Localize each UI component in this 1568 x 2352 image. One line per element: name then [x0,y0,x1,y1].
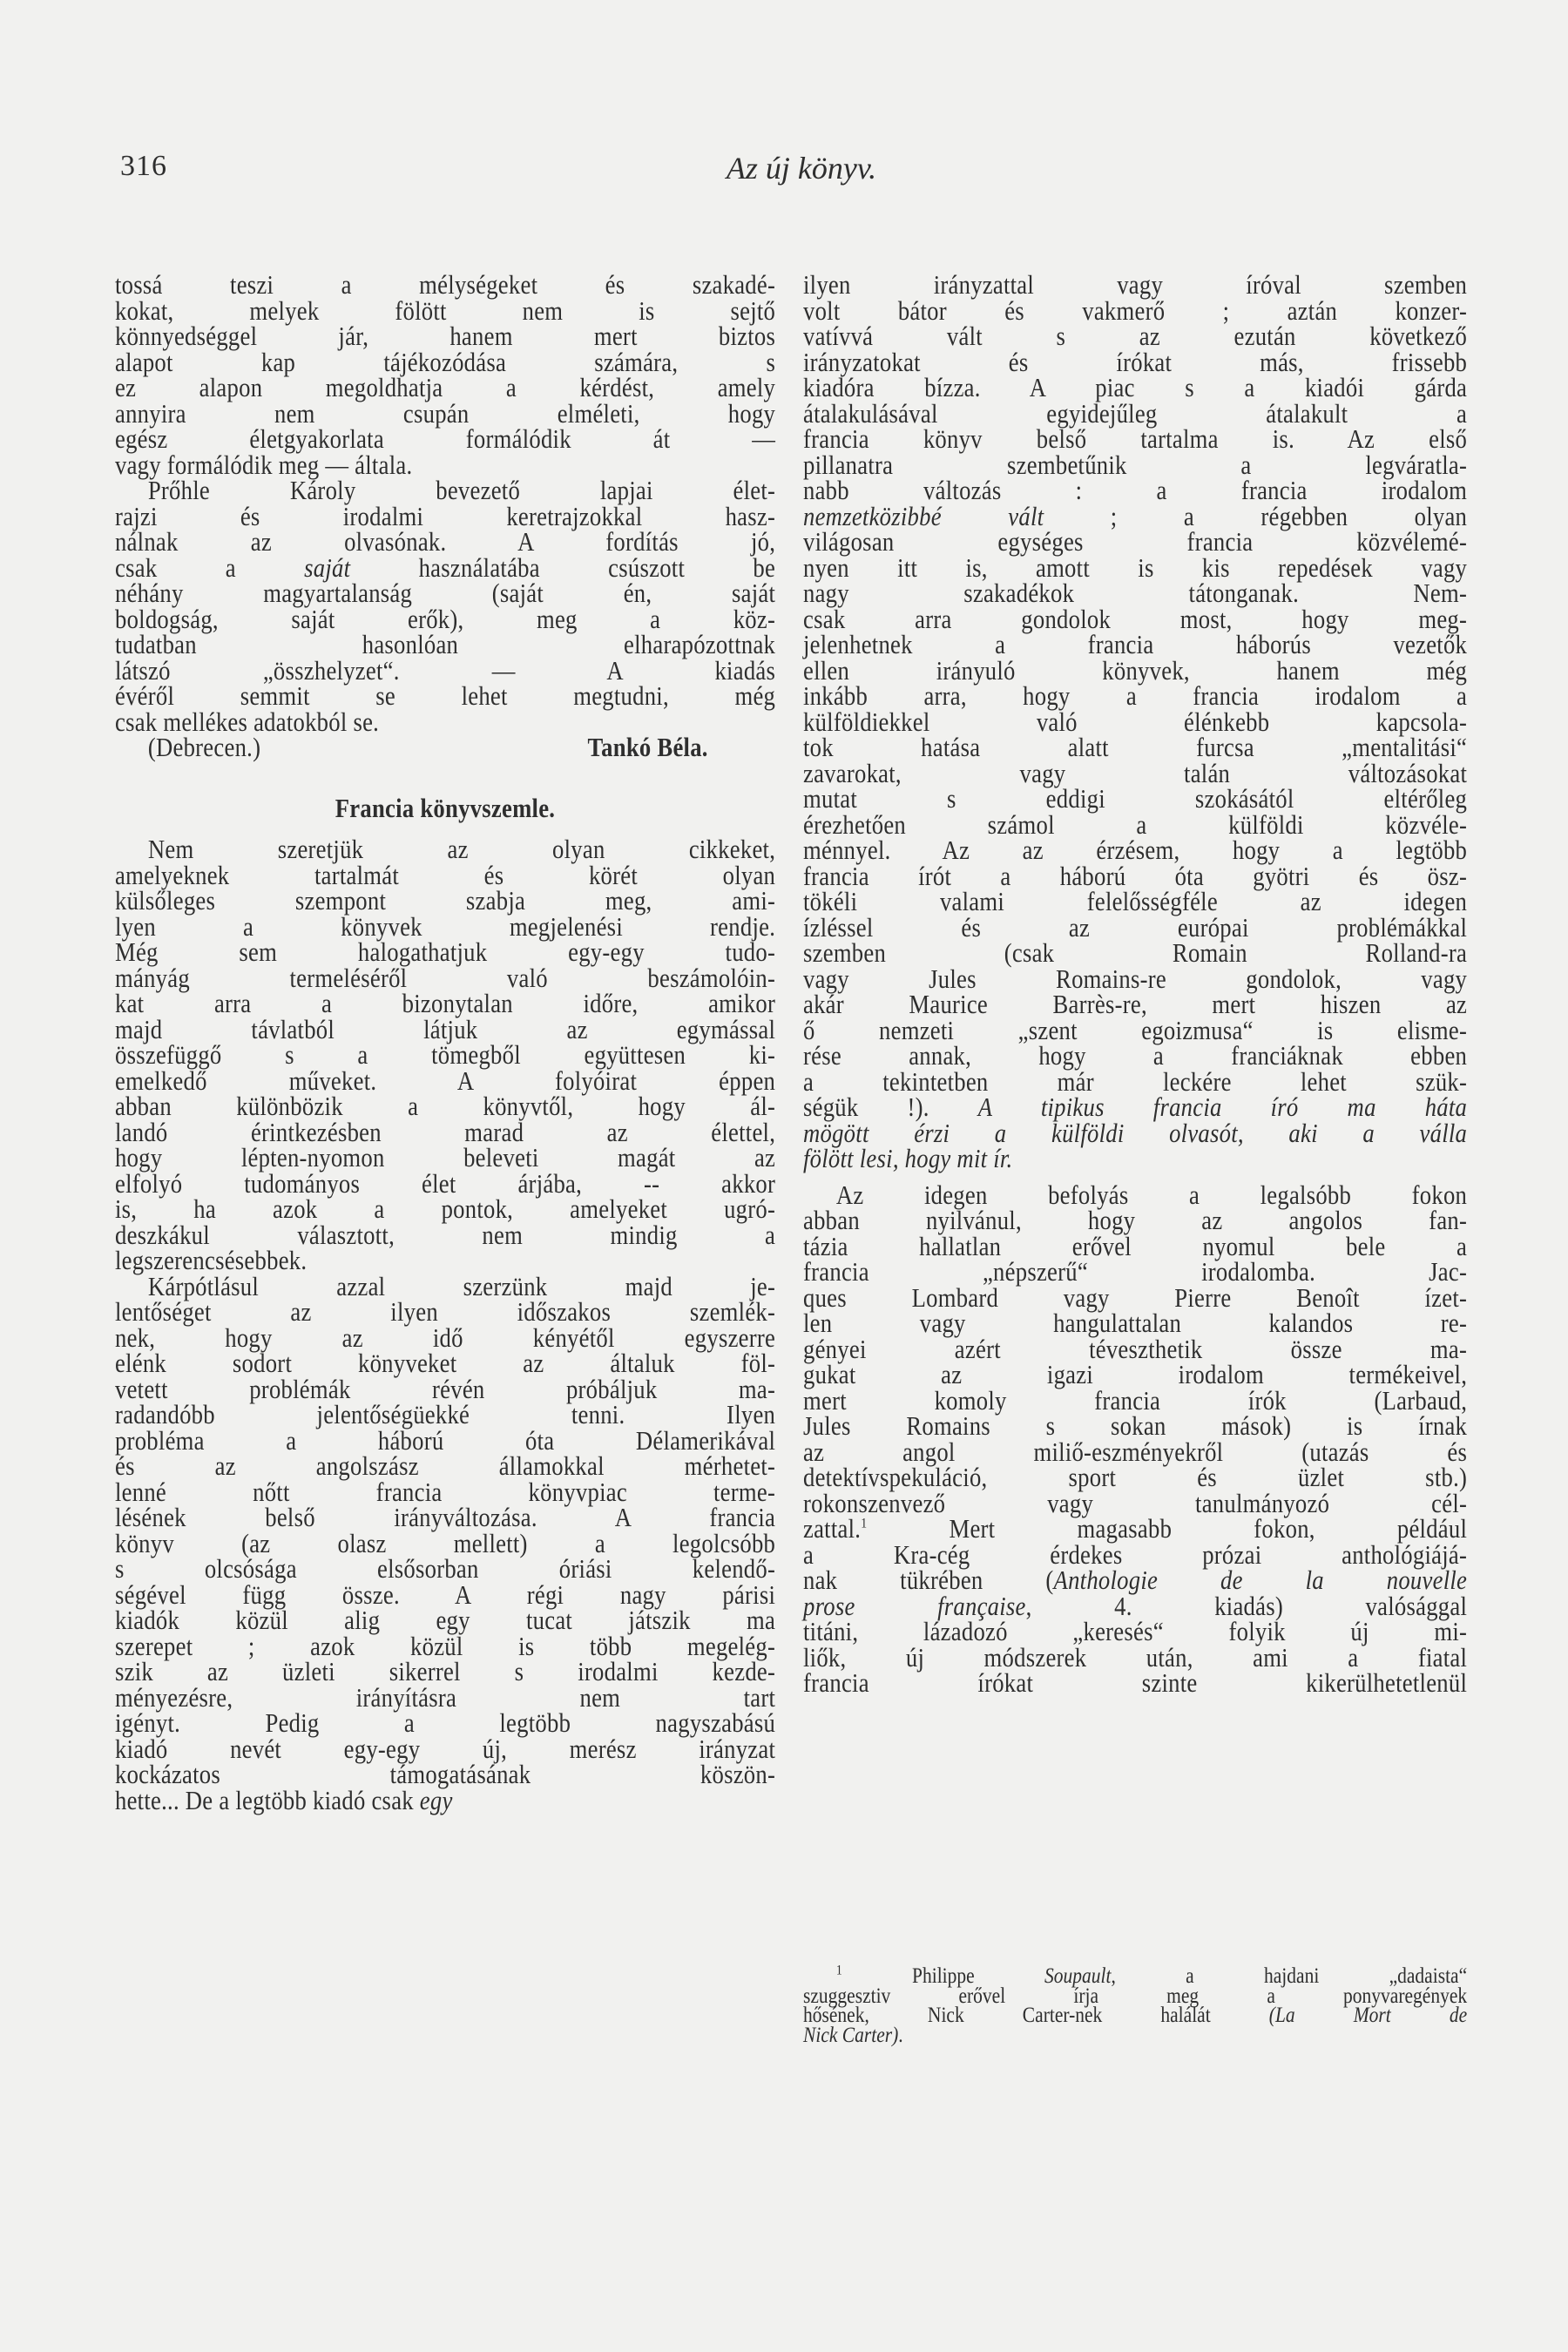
section-title: Francia könyvszemle. [335,792,556,823]
text-line: kokat, melyek fölött nem is sejtő [115,294,776,326]
paragraph [803,1616,1468,1698]
text-line: érezhetően számol a külföldi közvéle- [803,808,1468,840]
footnote-line [803,2023,1467,2047]
text-line: tok hatása alatt furcsa „mentalitási“ [803,732,1468,762]
text-line: rokonszenvező vagy tanulmányozó cél- [803,1487,1468,1518]
italic-run: Soupault [1044,1964,1112,1988]
text-line: francia írót a háború óta gyötri és ösz- [803,860,1468,891]
text-line: igényt. Pedig a legtöbb nagyszabású [115,1707,776,1738]
footnote-line: szuggesztiv erővel írja meg a ponyvaregények [803,1984,1468,2008]
text-line: Nem szeretjük az olyan cikkeket, [147,834,776,864]
text-line: nálnak az olvasónak. A fordítás jó, [115,526,776,557]
text-line: francia könyv belső tartalma is. Az első [803,423,1468,454]
text-line: jelenhetnek a francia háborús vezetők [803,629,1468,659]
signature [115,734,775,760]
text-run: Mert magasabb fokon, például [867,1513,1468,1544]
text-run: hette... De a legtöbb kiadó csak [115,1784,420,1815]
text-line [803,1590,1468,1621]
text-line: alapot kap tájékozódása számára, s [115,346,776,377]
left-column [115,269,776,1815]
text-line: egész életgyakorlata formálódik át — [115,423,776,454]
paragraph [115,269,776,480]
text-line: annyira nem csupán elméleti, hogy [115,397,776,429]
text-line: ellen irányuló könyvek, hanem még [803,654,1468,686]
text-line: néhány magyartalanság (saját én, saját [115,578,776,608]
text-run: csak a [115,551,305,583]
text-line: átalakulásával egyidejűleg átalakult a [803,397,1468,429]
text-line: titáni, lázadozó „keresés“ folyik új mi- [803,1616,1468,1646]
text-line: kockázatos támogatásának köszön- [115,1759,776,1789]
text-line: ilyen irányzattal vagy íróval szemben [803,269,1468,300]
paragraph [803,526,1468,1097]
text-line: ques Lombard vagy Pierre Benoît ízet- [803,1281,1468,1313]
italic-run: saját [304,551,351,583]
text-line: inkább arra, hogy a francia irodalom a [803,680,1468,711]
text-line: ségével függ össze. A régi nagy párisi [115,1578,776,1610]
text-line: Prőhle Károly bevezető lapjai élet- [147,475,776,505]
text-run: . [898,2023,903,2047]
text-line: lenné nőtt francia könyvpiac terme- [115,1476,776,1507]
text-line: szik az üzleti sikerrel s irodalmi kezde- [115,1656,776,1686]
italic-run: (La Mort de [1268,2004,1468,2027]
text-line: nagy szakadékok tátonganak. Nem- [803,578,1468,608]
text-line: rése annak, hogy a franciáknak ebben [803,1040,1468,1071]
text-line: látszó „összhelyzet“. — A kiadás [115,654,776,686]
text-line: külsőleges szempont szabja meg, ami- [115,885,776,916]
text-line: mögött érzi a külföldi olvasót, aki a válla [803,1117,1468,1148]
text-line: deszkákul választott, nem mindig a [115,1219,776,1250]
text-run: Philippe [841,1964,1045,1988]
text-line: probléma a háború óta Délamerikával [115,1424,776,1456]
text-line: amelyeknek tartalmát és körét olyan [115,859,776,890]
text-line: nek, hogy az idő kényétől egyszerre [115,1321,776,1353]
text-line: vatívvá vált s az ezután következő [803,321,1468,351]
text-run: ségük !). [803,1092,978,1122]
text-line: Jules Romains s sokan mások) is írnak [803,1410,1468,1441]
text-run: ; a régebben olyan [1044,500,1468,531]
italic-run: A tipikus francia író ma háta [977,1092,1468,1122]
text-run: használatába csúszott be [350,551,776,583]
text-line: szerepet ; azok közül is több megelég- [115,1630,776,1661]
text-line: gukat az igazi irodalom termékeivel, [803,1359,1468,1389]
text-line: ő nemzeti „szent egoizmusa“ is elisme- [803,1014,1468,1045]
running-head: Az új könyv. [726,151,877,186]
text-run: , a hajdani „dadaista“ [1111,1964,1468,1988]
italic-block [803,1117,1468,1173]
text-line: vetett problémák révén próbáljuk ma- [115,1373,776,1404]
text-line: ménnyel. Az az érzésem, hogy a legtöbb [803,835,1468,865]
text-line: hogy lépten-nyomon beleveti magát az [115,1142,776,1173]
text-line: landó érintkezésben marad az élettel, [115,1116,776,1147]
text-line: vagy formálódik meg — általa. [115,449,413,480]
text-line: majd távlatból látjuk az egymással [115,1013,776,1044]
text-line: lentőséget az ilyen időszakos szemlék- [115,1296,776,1327]
paragraph [803,269,1468,505]
text-line: a Kra-cég érdekes prózai anthológiájá- [803,1538,1468,1570]
text-line: kiadóra bízza. A piac s a kiadói gárda [803,372,1468,402]
page-number: 316 [120,150,167,182]
text-line [803,1094,1467,1120]
text-line: tossá teszi a mélységeket és szakadé- [115,269,776,300]
paragraph [803,1179,1468,1518]
text-line: ez alapon megoldhatja a kérdést, amely [115,372,776,402]
text-line: csak arra gondolok most, hogy meg- [803,603,1468,634]
text-line: mutat s eddigi szokásától eltérőleg [803,783,1468,814]
paragraph [115,475,776,737]
footnote [803,1963,1468,2047]
text-run: zattal. [803,1513,862,1544]
text-line: Az idegen befolyás a legalsóbb fokon [835,1179,1468,1210]
italic-run: Anthologie de la nouvelle [1053,1565,1468,1595]
text-run: nak tükrében ( [803,1565,1054,1595]
text-line: is, ha azok a pontok, amelyeket ugró- [115,1193,776,1224]
text-line: elénk sodort könyveket az általuk föl- [115,1348,776,1378]
text-line: évéről semmit se lehet megtudni, még [115,680,776,711]
text-run: , 4. kiadás) valósággal [1025,1590,1468,1621]
text-line: a tekintetben már leckére lehet szük- [803,1065,1468,1097]
text-line: világosan egységes francia közvélemé- [803,526,1468,557]
text-line: ményezésre, irányításra nem tart [115,1681,776,1713]
text-line: nyen itt is, amott is kis repedések vagy [803,551,1468,583]
text-line: az angol miliő-eszményekről (utazás és [803,1436,1468,1467]
text-line: volt bátor és vakmerő ; aztán konzer- [803,294,1468,326]
text-line: legszerencsésebbek. [115,1245,308,1275]
signature-author: Tankó Béla. [587,732,708,762]
right-column [803,269,1468,1698]
text-line: rajzi és irodalmi keretrajzokkal hasz- [115,500,776,531]
text-line [803,500,1468,531]
text-line: elfolyó tudományos élet árjába, -- akkor [115,1167,776,1199]
signature-place: (Debrecen.) [147,732,261,762]
text-line: zavarokat, vagy talán változásokat [803,757,1468,788]
italic-run: nemzetközibbé vált [803,500,1044,531]
text-line: külföldiekkel való élénkebb kapcsola- [803,706,1468,737]
text-line: összefüggő s a tömegből együttesen ki- [115,1039,776,1070]
text-line: szemben (csak Romain Rolland-ra [803,937,1468,968]
text-line: irányzatokat és írókat más, frissebb [803,346,1468,377]
italic-run: Nick Carter) [803,2023,899,2047]
text-line: radandóbb jelentőségüekké tenni. Ilyen [115,1399,776,1429]
text-line: abban nyilvánul, hogy az angolos fan- [803,1205,1468,1235]
text-line: detektívspekuláció, sport és üzlet stb.) [803,1462,1468,1492]
footnote-marker[interactable]: 1 [861,1516,868,1531]
paragraph [115,836,775,1274]
text-line: mert komoly francia írók (Larbaud, [803,1384,1468,1416]
text-line: fölött lesi, hogy mit ír. [803,1143,1013,1173]
text-line: kiadók közül alig egy tucat játszik ma [115,1605,776,1635]
text-line: és az angolszász államokkal mérhetet- [115,1450,776,1481]
text-line: akár Maurice Barrès-re, mert hiszen az [803,989,1468,1019]
italic-run: prose française [803,1590,1026,1621]
text-line: lyen a könyvek megjelenési rendje. [115,910,776,942]
text-line [115,1784,775,1815]
text-line [115,551,776,583]
text-line: francia „népszerű“ irodalomba. Jac- [803,1256,1468,1287]
text-line: kat arra a bizonytalan időre, amikor [115,988,776,1018]
text-line: csak mellékes adatokból se. [115,706,380,737]
text-line: tökéli valami felelősségféle az idegen [803,886,1468,916]
text-line: vagy Jules Romains-re gondolok, vagy [803,963,1468,994]
text-line: Még sem halogathatjuk egy-egy tudo- [115,936,776,967]
text-line: pillanatra szembetűnik a legváratla- [803,449,1468,480]
text-line: s olcsósága elsősorban óriási kelendő- [115,1553,776,1584]
text-line [803,1513,1468,1544]
text-line [803,1567,1467,1593]
footnote-marker: 1 [835,1963,842,1978]
text-line: abban különbözik a könyvtől, hogy ál- [115,1091,776,1121]
text-line: mányág termeléséről való beszámolóin- [115,962,776,993]
text-run: hősének, Nick Carter-nek halálát [803,2004,1269,2027]
text-line: könnyedséggel jár, hanem mert biztos [115,321,776,351]
text-line: tudatban hasonlóan elharapózottnak [115,629,776,659]
text-line: Kárpótlásul azzal szerzünk majd je- [147,1270,776,1301]
italic-run: egy [419,1784,453,1815]
text-line: nabb változás : a francia irodalom [803,475,1468,505]
paragraph [115,1270,776,1789]
text-line: gényei azért téveszthetik össze ma- [803,1333,1468,1364]
text-line: kiadó nevét egy-egy új, merész irányzat [115,1733,776,1764]
text-line: francia írókat szinte kikerülhetetlenül [803,1667,1468,1698]
text-line: ízléssel és az európai problémákkal [803,911,1468,943]
text-line: emelkedő műveket. A folyóirat éppen [115,1064,776,1096]
text-line: len vagy hangulattalan kalandos re- [803,1308,1468,1338]
text-line: boldogság, saját erők), meg a köz- [115,603,776,634]
text-line: tázia hallatlan erővel nyomul bele a [803,1230,1468,1261]
text-line: liők, új módszerek után, ami a fiatal [803,1641,1468,1673]
text-line: lésének belső irányváltozása. A francia [115,1502,776,1532]
text-line: könyv (az olasz mellett) a legolcsóbb [115,1527,776,1558]
